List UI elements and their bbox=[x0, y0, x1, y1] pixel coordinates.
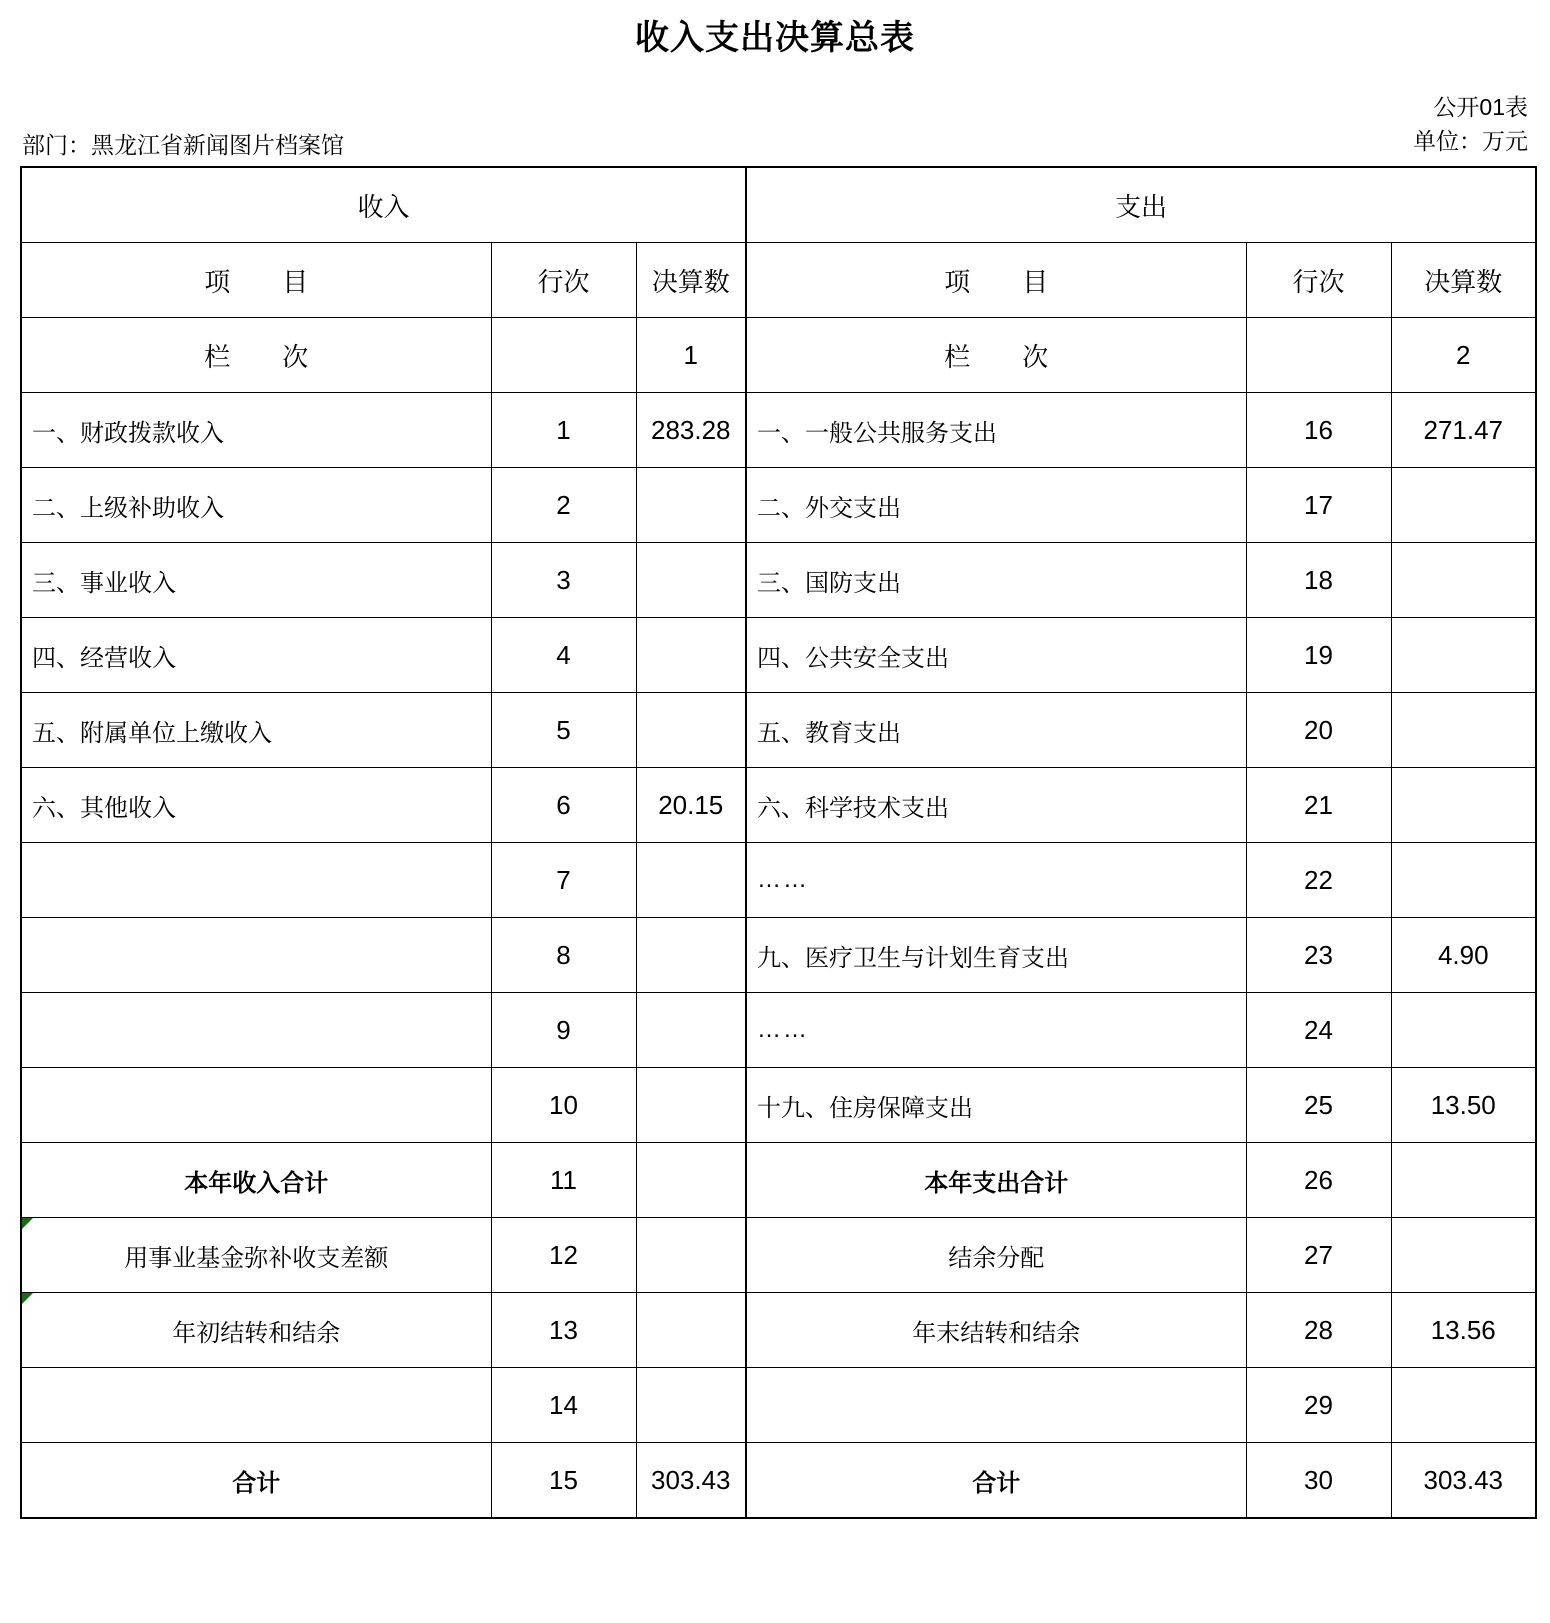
col-header-line-expenditure: 行次 bbox=[1246, 243, 1391, 318]
col-header-line-income: 行次 bbox=[491, 243, 636, 318]
table-row bbox=[21, 618, 1536, 693]
expenditure-line-no-21: 21 bbox=[1246, 768, 1391, 843]
income-amount-12 bbox=[636, 1218, 746, 1293]
income-item-15: 合计 bbox=[21, 1443, 491, 1519]
department-line: 部门：黑龙江省新闻图片档案馆 bbox=[22, 132, 344, 158]
income-amount-4 bbox=[636, 618, 746, 693]
expenditure-line-no-28: 28 bbox=[1246, 1293, 1391, 1368]
income-amount-14 bbox=[636, 1368, 746, 1443]
income-item-2: 二、上级补助收入 bbox=[21, 468, 491, 543]
income-line-no-6: 6 bbox=[491, 768, 636, 843]
income-amount-1: 283.28 bbox=[636, 393, 746, 468]
income-item-8 bbox=[21, 918, 491, 993]
income-amount-9 bbox=[636, 993, 746, 1068]
income-amount-15: 303.43 bbox=[636, 1443, 746, 1519]
financial-table bbox=[20, 166, 1537, 1519]
expenditure-item-21: 六、科学技术支出 bbox=[746, 768, 1246, 843]
income-item-10 bbox=[21, 1068, 491, 1143]
column-index-number-income: 1 bbox=[636, 318, 746, 393]
income-item-5: 五、附属单位上缴收入 bbox=[21, 693, 491, 768]
section-header-expenditure: 支出 bbox=[746, 167, 1536, 243]
expenditure-item-28: 年末结转和结余 bbox=[746, 1293, 1246, 1368]
form-number: 公开01表 bbox=[1433, 94, 1528, 120]
expenditure-item-22: …… bbox=[746, 843, 1246, 918]
expenditure-line-no-23: 23 bbox=[1246, 918, 1391, 993]
income-line-no-11: 11 bbox=[491, 1143, 636, 1218]
income-amount-3 bbox=[636, 543, 746, 618]
table-row bbox=[21, 918, 1536, 993]
section-header-row bbox=[21, 167, 1536, 243]
column-index-blank-expenditure bbox=[1246, 318, 1391, 393]
expenditure-amount-28: 13.56 bbox=[1391, 1293, 1536, 1368]
income-line-no-15: 15 bbox=[491, 1443, 636, 1519]
expenditure-item-27: 结余分配 bbox=[746, 1218, 1246, 1293]
expenditure-item-18: 三、国防支出 bbox=[746, 543, 1246, 618]
income-amount-7 bbox=[636, 843, 746, 918]
expenditure-amount-24 bbox=[1391, 993, 1536, 1068]
expenditure-amount-20 bbox=[1391, 693, 1536, 768]
expenditure-line-no-26: 26 bbox=[1246, 1143, 1391, 1218]
income-line-no-13: 13 bbox=[491, 1293, 636, 1368]
expenditure-line-no-24: 24 bbox=[1246, 993, 1391, 1068]
income-item-3: 三、事业收入 bbox=[21, 543, 491, 618]
expenditure-item-30: 合计 bbox=[746, 1443, 1246, 1519]
financial-table-wrapper bbox=[20, 166, 1528, 1519]
income-line-no-9: 9 bbox=[491, 993, 636, 1068]
expenditure-amount-19 bbox=[1391, 618, 1536, 693]
column-index-row bbox=[21, 318, 1536, 393]
income-amount-10 bbox=[636, 1068, 746, 1143]
document-meta-right bbox=[1413, 90, 1528, 158]
income-amount-6: 20.15 bbox=[636, 768, 746, 843]
expenditure-item-24: …… bbox=[746, 993, 1246, 1068]
expenditure-amount-27 bbox=[1391, 1218, 1536, 1293]
expenditure-amount-21 bbox=[1391, 768, 1536, 843]
expenditure-amount-25: 13.50 bbox=[1391, 1068, 1536, 1143]
expenditure-item-17: 二、外交支出 bbox=[746, 468, 1246, 543]
expenditure-line-no-22: 22 bbox=[1246, 843, 1391, 918]
income-item-4: 四、经营收入 bbox=[21, 618, 491, 693]
table-row bbox=[21, 393, 1536, 468]
expenditure-amount-16: 271.47 bbox=[1391, 393, 1536, 468]
expenditure-item-20: 五、教育支出 bbox=[746, 693, 1246, 768]
income-line-no-8: 8 bbox=[491, 918, 636, 993]
table-row bbox=[21, 693, 1536, 768]
income-item-9 bbox=[21, 993, 491, 1068]
expenditure-amount-26 bbox=[1391, 1143, 1536, 1218]
expenditure-line-no-25: 25 bbox=[1246, 1068, 1391, 1143]
table-row bbox=[21, 993, 1536, 1068]
expenditure-line-no-17: 17 bbox=[1246, 468, 1391, 543]
income-item-6: 六、其他收入 bbox=[21, 768, 491, 843]
expenditure-line-no-29: 29 bbox=[1246, 1368, 1391, 1443]
income-line-no-3: 3 bbox=[491, 543, 636, 618]
column-index-blank-income bbox=[491, 318, 636, 393]
table-row bbox=[21, 1068, 1536, 1143]
col-header-item-expenditure: 项 目 bbox=[746, 243, 1246, 318]
income-amount-2 bbox=[636, 468, 746, 543]
income-item-11: 本年收入合计 bbox=[21, 1143, 491, 1218]
expenditure-amount-22 bbox=[1391, 843, 1536, 918]
table-row bbox=[21, 1443, 1536, 1519]
expenditure-line-no-16: 16 bbox=[1246, 393, 1391, 468]
expenditure-amount-30: 303.43 bbox=[1391, 1443, 1536, 1519]
table-row bbox=[21, 1368, 1536, 1443]
income-line-no-4: 4 bbox=[491, 618, 636, 693]
table-row bbox=[21, 768, 1536, 843]
income-line-no-7: 7 bbox=[491, 843, 636, 918]
expenditure-item-26: 本年支出合计 bbox=[746, 1143, 1246, 1218]
expenditure-amount-23: 4.90 bbox=[1391, 918, 1536, 993]
expenditure-amount-17 bbox=[1391, 468, 1536, 543]
col-header-amount-expenditure: 决算数 bbox=[1391, 243, 1536, 318]
table-row bbox=[21, 468, 1536, 543]
table-body bbox=[21, 167, 1536, 1518]
column-header-row bbox=[21, 243, 1536, 318]
income-line-no-5: 5 bbox=[491, 693, 636, 768]
income-amount-13 bbox=[636, 1293, 746, 1368]
income-item-13: 年初结转和结余 bbox=[21, 1293, 491, 1368]
income-amount-5 bbox=[636, 693, 746, 768]
table-row bbox=[21, 1293, 1536, 1368]
expenditure-line-no-18: 18 bbox=[1246, 543, 1391, 618]
expenditure-item-23: 九、医疗卫生与计划生育支出 bbox=[746, 918, 1246, 993]
col-header-amount-income: 决算数 bbox=[636, 243, 746, 318]
section-header-income: 收入 bbox=[21, 167, 746, 243]
income-item-7 bbox=[21, 843, 491, 918]
expenditure-amount-29 bbox=[1391, 1368, 1536, 1443]
table-row bbox=[21, 1143, 1536, 1218]
income-item-1: 一、财政拨款收入 bbox=[21, 393, 491, 468]
expenditure-line-no-20: 20 bbox=[1246, 693, 1391, 768]
income-item-12: 用事业基金弥补收支差额 bbox=[21, 1218, 491, 1293]
expenditure-item-25: 十九、住房保障支出 bbox=[746, 1068, 1246, 1143]
table-row bbox=[21, 543, 1536, 618]
column-index-label-expenditure: 栏 次 bbox=[746, 318, 1246, 393]
page-title: 收入支出决算总表 bbox=[635, 19, 915, 57]
income-line-no-2: 2 bbox=[491, 468, 636, 543]
unit-note: 单位：万元 bbox=[1413, 128, 1528, 155]
col-header-item-income: 项 目 bbox=[21, 243, 491, 318]
income-item-14 bbox=[21, 1368, 491, 1443]
expenditure-line-no-30: 30 bbox=[1246, 1443, 1391, 1519]
expenditure-line-no-27: 27 bbox=[1246, 1218, 1391, 1293]
income-line-no-12: 12 bbox=[491, 1218, 636, 1293]
table-row bbox=[21, 843, 1536, 918]
expenditure-item-19: 四、公共安全支出 bbox=[746, 618, 1246, 693]
income-line-no-10: 10 bbox=[491, 1068, 636, 1143]
expenditure-line-no-19: 19 bbox=[1246, 618, 1391, 693]
expenditure-amount-18 bbox=[1391, 543, 1536, 618]
income-amount-11 bbox=[636, 1143, 746, 1218]
income-line-no-1: 1 bbox=[491, 393, 636, 468]
expenditure-item-16: 一、一般公共服务支出 bbox=[746, 393, 1246, 468]
column-index-number-expenditure: 2 bbox=[1391, 318, 1536, 393]
expenditure-item-29 bbox=[746, 1368, 1246, 1443]
table-row bbox=[21, 1218, 1536, 1293]
income-amount-8 bbox=[636, 918, 746, 993]
column-index-label-income: 栏 次 bbox=[21, 318, 491, 393]
income-line-no-14: 14 bbox=[491, 1368, 636, 1443]
